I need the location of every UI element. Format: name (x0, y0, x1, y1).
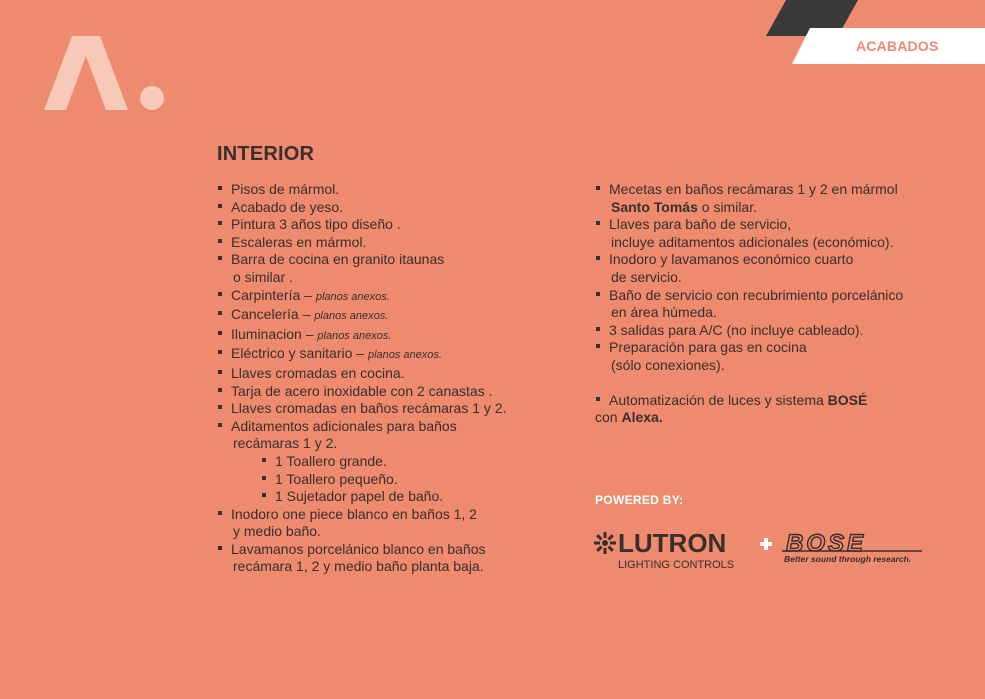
list-item: Barra de cocina en granito itaunas o similar . (217, 251, 577, 286)
powered-by-label: POWERED BY: (595, 493, 684, 507)
list-item: Tarja de acero inoxidable con 2 canastas . (217, 383, 577, 401)
plus-icon (759, 537, 773, 551)
list-item: Lavamanos porcelánico blanco en baños recámara 1, 2 y medio baño planta baja. (217, 541, 577, 576)
list-item: Llaves cromadas en baños recámaras 1 y 2. (217, 400, 577, 418)
list-item: Inodoro one piece blanco en baños 1, 2 y medio baño. (217, 506, 577, 541)
automation-item-continuation: con Alexa. (595, 409, 663, 426)
list-item: Iluminacion – planos anexos. (217, 326, 577, 346)
bose-tagline: Better sound through research. (784, 554, 912, 564)
section-tab-label: ACABADOS (856, 38, 939, 54)
list-item: Pintura 3 años tipo diseño . (217, 216, 577, 234)
list-item: Llaves para baño de servicio, incluye aditamentos adicionales (económico). (595, 216, 955, 251)
list-item: Cancelería – planos anexos. (217, 306, 577, 326)
bose-logo (782, 531, 932, 567)
automation-item: Automatización de luces y sistema BOSÉ (595, 392, 955, 410)
list-item: Baño de servicio con recubrimiento porcelánico en área húmeda. (595, 287, 955, 322)
list-item: Inodoro y lavamanos económico cuarto de servicio. (595, 251, 955, 286)
finishes-list-left (217, 181, 577, 576)
list-item: Llaves cromadas en cocina. (217, 365, 577, 383)
section-heading: INTERIOR (217, 143, 315, 165)
list-item: Aditamentos adicionales para baños recámaras 1 y 2. (217, 418, 577, 453)
bose-wordmark: BOSE (786, 531, 867, 557)
list-item: Pisos de mármol. (217, 181, 577, 199)
list-item: Preparación para gas en cocina (sólo conexiones). (595, 339, 955, 374)
sub-list-item: 1 Sujetador papel de baño. (261, 488, 577, 506)
lutron-wordmark: LUTRON (618, 528, 727, 558)
list-item: Escaleras en mármol. (217, 234, 577, 252)
list-item: Acabado de yeso. (217, 199, 577, 217)
brand-logo (44, 36, 168, 114)
finishes-list-right (595, 181, 955, 427)
sub-list-item: 1 Toallero grande. (261, 453, 577, 471)
sub-list-item: 1 Toallero pequeño. (261, 471, 577, 489)
lutron-tagline: LIGHTING CONTROLS (618, 559, 735, 571)
lutron-logo (593, 528, 753, 574)
list-item: Mecetas en baños recámaras 1 y 2 en mármol Santo Tomás o similar. (595, 181, 955, 216)
list-item: Carpintería – planos anexos. (217, 287, 577, 307)
list-item: Eléctrico y sanitario – planos anexos. (217, 345, 577, 365)
list-item: 3 salidas para A/C (no incluye cableado). (595, 322, 955, 340)
